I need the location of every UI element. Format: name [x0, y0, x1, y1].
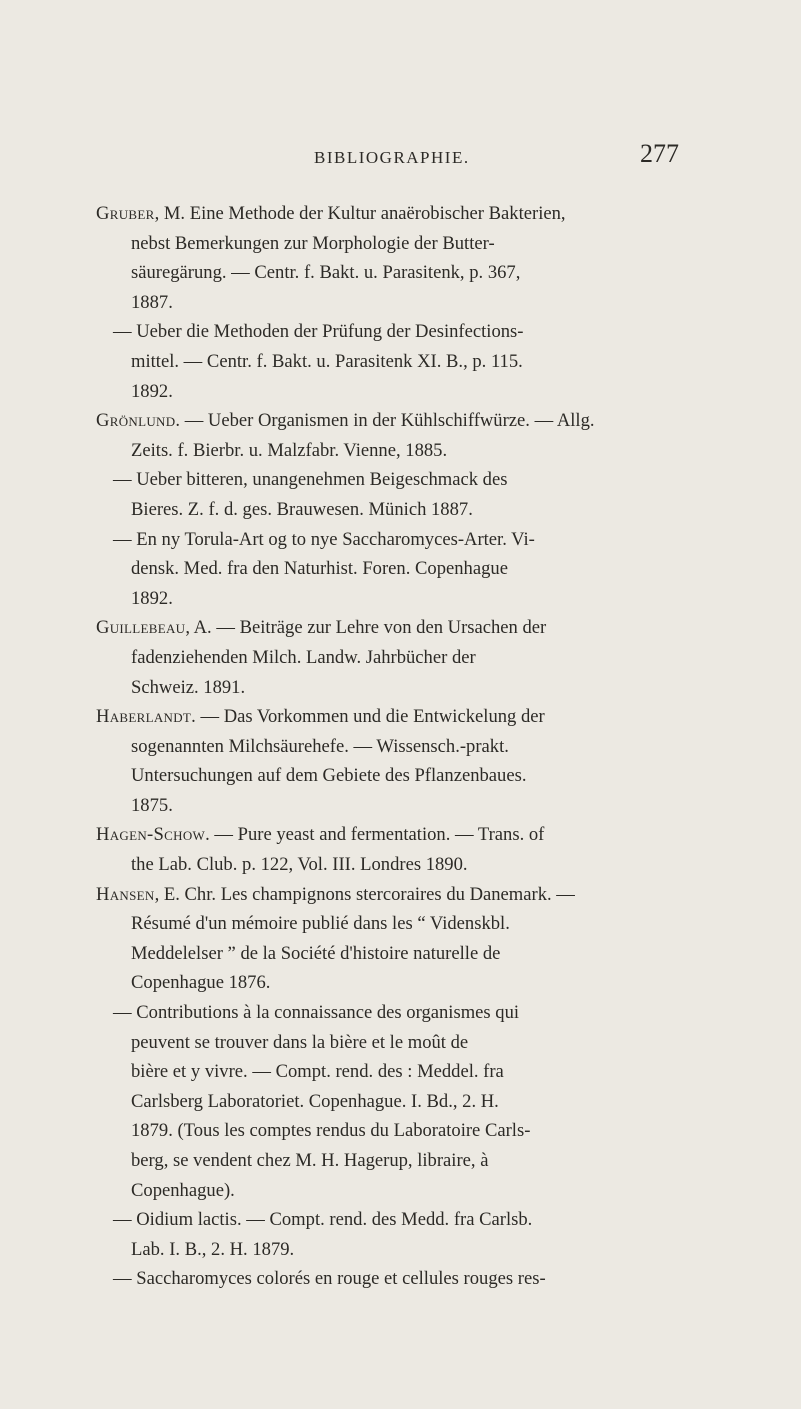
entry-author: Guillebeau	[96, 617, 186, 639]
entry-line: fadenziehenden Milch. Landw. Jahrbücher der	[131, 646, 476, 668]
entry-line: 1887.	[131, 291, 173, 313]
bibliography-entry	[96, 317, 696, 406]
entry-line: 1892.	[131, 380, 173, 402]
bibliography-entry	[96, 1264, 696, 1294]
running-title: BIBLIOGRAPHIE.	[314, 148, 470, 167]
page-header	[0, 138, 801, 178]
entry-line: mittel. — Centr. f. Bakt. u. Parasitenk XI. B., p. 115.	[131, 350, 523, 372]
entry-line: . — Das Vorkommen und die Entwickelung der	[191, 706, 545, 728]
entry-line: 1875.	[131, 794, 173, 816]
entry-line: — En ny Torula-Art og to nye Saccharomyces-Arter. Vi-	[113, 528, 535, 550]
bibliography-entry	[96, 998, 696, 1205]
entry-author: Gruber	[96, 203, 155, 224]
bibliography-entry	[96, 199, 696, 317]
entry-line: 1892.	[131, 587, 173, 609]
entry-line: 1879. (Tous les comptes rendus du Laboratoire Carls-	[131, 1120, 531, 1142]
entry-author: Haberlandt	[96, 706, 192, 728]
entry-line: — Ueber die Methoden der Prüfung der Desinfections-	[113, 321, 524, 343]
entry-author: Grönlund	[96, 410, 176, 432]
entry-line: säuregärung. — Centr. f. Bakt. u. Parasitenk, p. 367,	[131, 262, 521, 284]
entry-line: — Ueber bitteren, unangenehmen Beigeschmack des	[113, 469, 508, 491]
entry-line: bière et y vivre. — Compt. rend. des : Meddel. fra	[131, 1061, 504, 1083]
bibliography-entry	[96, 1205, 696, 1264]
entry-line: . — Ueber Organismen in der Kühlschiffwürze. — Allg.	[175, 410, 595, 432]
entry-line: Résumé d'un mémoire publié dans les “ Videnskbl.	[131, 913, 510, 935]
entry-line: , E. Chr. Les champignons stercoraires du Danemark. —	[154, 883, 575, 905]
page-number: 277	[640, 139, 679, 168]
entry-line: Copenhague).	[131, 1179, 235, 1201]
entry-line: , A. — Beiträge zur Lehre von den Ursachen der	[185, 617, 547, 639]
entry-line: Untersuchungen auf dem Gebiete des Pflanzenbaues.	[131, 765, 527, 787]
entry-line: densk. Med. fra den Naturhist. Foren. Copenhague	[131, 558, 508, 580]
entry-line: — Saccharomyces colorés en rouge et cellules rouges res-	[113, 1268, 546, 1290]
bibliography-entry	[96, 820, 696, 879]
entry-line: Copenhague 1876.	[131, 972, 271, 994]
bibliography-entry	[96, 465, 696, 524]
bibliography-entry	[96, 406, 696, 465]
entry-line: Schweiz. 1891.	[131, 676, 246, 698]
entry-line: — Oidium lactis. — Compt. rend. des Medd. fra Carlsb.	[113, 1209, 533, 1231]
bibliography-entry	[96, 613, 696, 702]
entry-author: Hagen-Schow	[96, 824, 206, 846]
entry-line: the Lab. Club. p. 122, Vol. III. Londres 1890.	[131, 854, 468, 876]
entry-line: nebst Bemerkungen zur Morphologie der Butter-	[131, 232, 495, 254]
bibliography-entries	[96, 199, 696, 1294]
entry-line: berg, se vendent chez M. H. Hagerup, libraire, à	[131, 1150, 489, 1171]
entry-line: . — Pure yeast and fermentation. — Trans. of	[205, 824, 545, 846]
entry-line: sogenannten Milchsäurehefe. — Wissensch.-prakt.	[131, 735, 509, 757]
entry-author: Hansen	[96, 883, 155, 905]
entry-line: Lab. I. B., 2. H. 1879.	[131, 1238, 295, 1260]
bibliography-entry	[96, 880, 696, 998]
entry-line: , M. Eine Methode der Kultur anaërobischer Bakterien,	[154, 203, 566, 224]
entry-line: Bieres. Z. f. d. ges. Brauwesen. Münich 1887.	[131, 498, 473, 520]
entry-line: peuvent se trouver dans la bière et le moût de	[131, 1031, 469, 1053]
bibliography-entry	[96, 702, 696, 820]
entry-line: Carlsberg Laboratoriet. Copenhague. I. Bd., 2. H.	[131, 1090, 499, 1112]
entry-line: Meddelelser ” de la Société d'histoire naturelle de	[131, 942, 501, 964]
entry-line: — Contributions à la connaissance des organismes qui	[113, 1002, 520, 1024]
entry-line: Zeits. f. Bierbr. u. Malzfabr. Vienne, 1885.	[131, 439, 448, 461]
bibliography-entry	[96, 525, 696, 614]
